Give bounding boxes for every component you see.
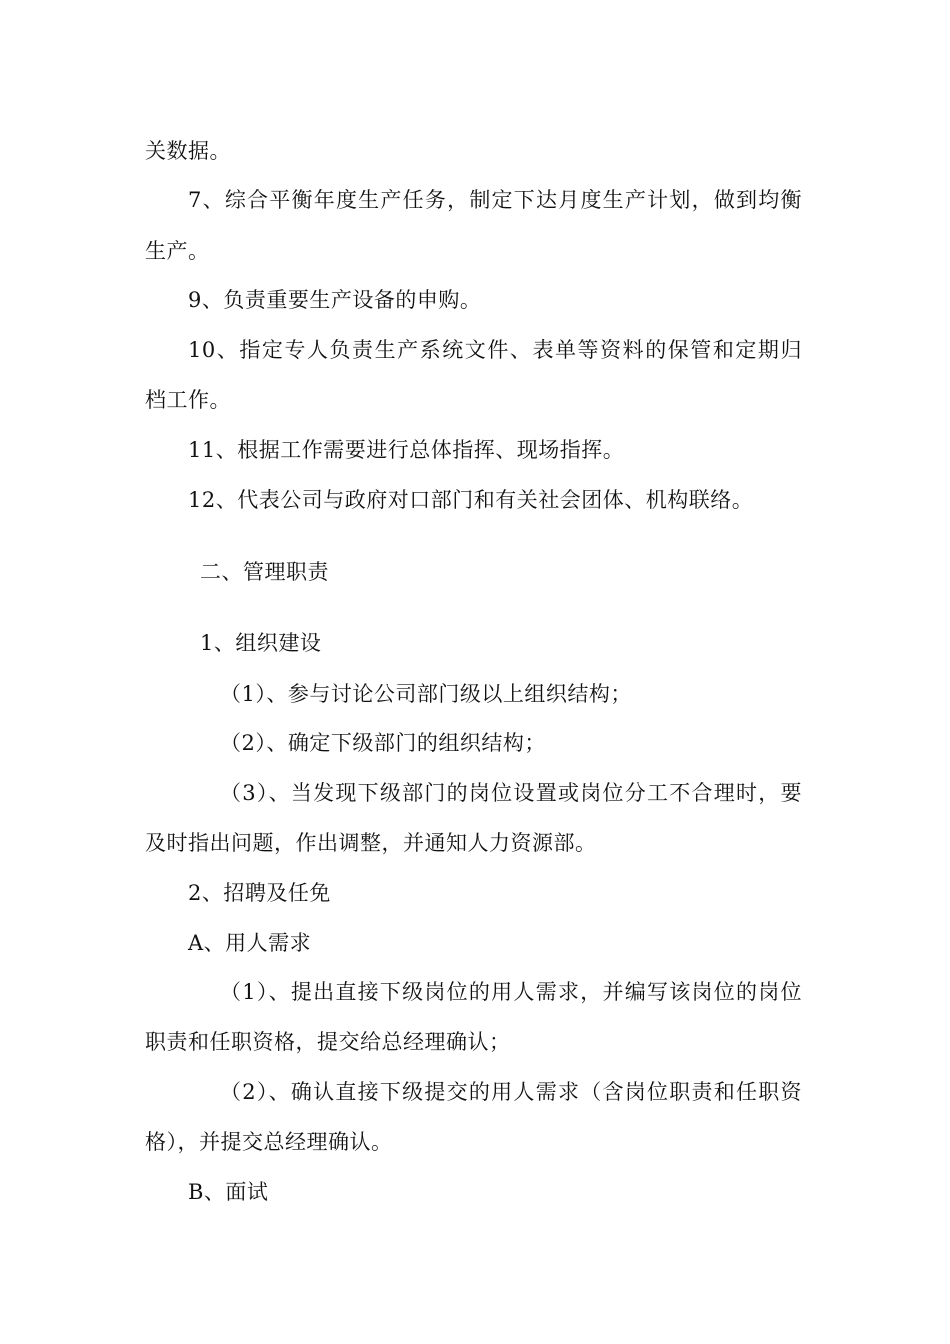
text-line-4: 9、负责重要生产设备的申购。	[188, 288, 482, 312]
text-line-18: 职责和任职资格，提交给总经理确认；	[145, 1030, 511, 1054]
text-line-17: （1）、提出直接下级岗位的用人需求，并编写该岗位的岗位	[220, 980, 802, 1004]
text-line-1: 关数据。	[145, 139, 231, 163]
text-line-19: （2）、确认直接下级提交的用人需求（含岗位职责和任职资	[220, 1080, 802, 1104]
text-line-20: 格），并提交总经理确认。	[145, 1130, 393, 1154]
text-line-12: （2）、确定下级部门的组织结构；	[220, 731, 546, 755]
text-line-8: 12、代表公司与政府对口部门和有关社会团体、机构联络。	[188, 488, 754, 512]
text-line-14: 及时指出问题，作出调整，并通知人力资源部。	[145, 831, 597, 855]
text-line-3: 生产。	[145, 239, 210, 263]
text-line-6: 档工作。	[145, 388, 231, 412]
text-line-7: 11、根据工作需要进行总体指挥、现场指挥。	[188, 438, 625, 462]
subsection-heading-1: 1、组织建设	[200, 631, 322, 655]
section-heading: 二、管理职责	[200, 560, 329, 584]
text-line-13: （3）、当发现下级部门的岗位设置或岗位分工不合理时，要	[220, 781, 802, 805]
subsection-heading-a: A、用人需求	[188, 931, 312, 955]
subsection-heading-b: B、面试	[188, 1180, 269, 1204]
text-line-2: 7、综合平衡年度生产任务，制定下达月度生产计划，做到均衡	[188, 188, 802, 212]
subsection-heading-2: 2、招聘及任免	[188, 881, 331, 905]
text-line-5: 10、指定专人负责生产系统文件、表单等资料的保管和定期归	[188, 338, 802, 362]
text-line-11: （1）、参与讨论公司部门级以上组织结构；	[220, 682, 632, 706]
